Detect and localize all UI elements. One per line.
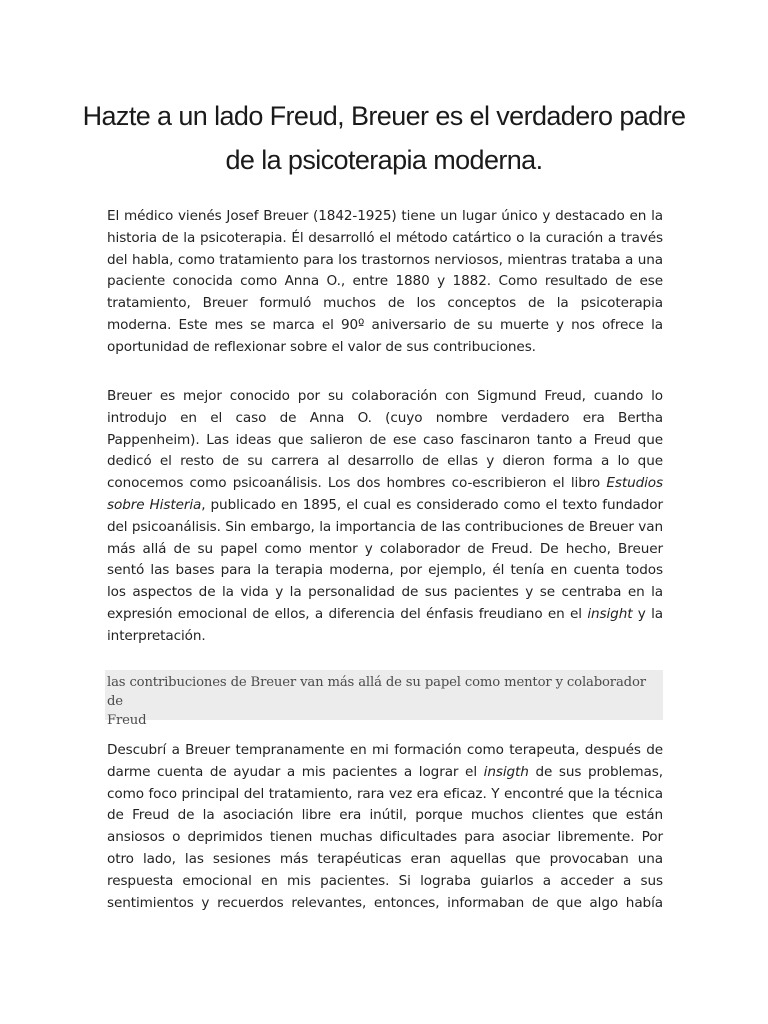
title-line-2: de la psicoterapia moderna. (225, 145, 543, 175)
book-title-italic: sobre Histeria (107, 496, 202, 513)
italic-term: insigth (483, 763, 529, 780)
text-line: del psicoanálisis. Sin embargo, la importancia de las contribuciones de Breuer van (107, 518, 663, 535)
text-line: otro lado, las sesiones más terapéuticas eran aquellas que provocaban una (107, 850, 663, 867)
text-line: ansiosos o deprimidos tienen muchas dificultades para asociar libremente. Por (107, 829, 663, 846)
paragraph-3 (107, 740, 663, 914)
text-line: como foco principal del tratamiento, rara vez era eficaz. Y encontré que la técnica (107, 785, 663, 802)
text-line (107, 762, 663, 784)
text-line: sentó las bases para la terapia moderna, por ejemplo, él tenía en cuenta todos (107, 562, 663, 579)
text-line: historia de la psicoterapia. Él desarrolló el método catártico o la curación a través (107, 229, 663, 246)
text-line: tratamiento, Breuer formuló muchos de los conceptos de la psicoterapia (107, 295, 663, 312)
title-line-1: Hazte a un lado Freud, Breuer es el verdadero padre (82, 101, 686, 131)
text-segment: conocemos como psicoanálisis. Los dos hombres co-escribieron el libro (107, 475, 607, 492)
text-segment: de sus problemas, (528, 763, 663, 780)
text-line: más allá de su papel como mentor y colaborador de Freud. De hecho, Breuer (107, 540, 663, 557)
book-title-italic: Estudios (606, 475, 663, 492)
pull-quote (105, 670, 663, 728)
text-line: paciente conocida como Anna O., entre 1880 y 1882. Como resultado de ese (107, 273, 663, 290)
text-segment: y la (632, 605, 664, 622)
text-segment: expresión emocional de ellos, a diferencia del énfasis freudiano en el (107, 605, 588, 622)
paragraph-1 (107, 206, 663, 359)
text-segment: darme cuenta de ayudar a mis pacientes a lograr el (107, 763, 484, 780)
pull-quote-line-2: Freud (107, 713, 147, 728)
text-line: oportunidad de reflexionar sobre el valor de sus contribuciones. (107, 338, 536, 355)
text-line: del habla, como tratamiento para los trastornos nerviosos, mientras trataba a una (107, 251, 663, 268)
text-line: los aspectos de la vida y la personalidad de sus pacientes y se centraba en la (107, 584, 663, 601)
italic-term: insight (587, 605, 633, 622)
text-line: Breuer es mejor conocido por su colaboración con Sigmund Freud, cuando lo (107, 388, 663, 404)
pull-quote-line-1: las contribuciones de Breuer van más allá de su papel como mentor y colaborador de (107, 675, 646, 709)
text-line: sentimientos y recuerdos relevantes, entonces, informaban de que algo había (107, 894, 663, 911)
text-line (107, 473, 663, 495)
text-line: interpretación. (107, 627, 206, 644)
text-line: moderna. Este mes se marca el 90º aniversario de su muerte y nos ofrece la (107, 316, 663, 333)
text-line: Descubrí a Breuer tempranamente en mi formación como terapeuta, después de (107, 742, 663, 758)
paragraph-2 (107, 386, 663, 648)
text-line: introdujo en el caso de Anna O. (cuyo nombre verdadero era Bertha (107, 409, 663, 426)
article-title (60, 94, 708, 182)
text-line (107, 604, 663, 626)
text-line (107, 495, 663, 517)
text-line: respuesta emocional en mis pacientes. Si lograba guiarlos a acceder a sus (107, 872, 663, 889)
text-line: Pappenheim). Las ideas que salieron de ese caso fascinaron tanto a Freud que (107, 431, 663, 448)
text-line: dedicó el resto de su carrera al desarrollo de ellas y dieron forma a lo que (107, 453, 663, 470)
text-line: de Freud de la asociación libre era inútil, porque muchos clientes que están (107, 807, 663, 824)
text-line: El médico vienés Josef Breuer (1842-1925) tiene un lugar único y destacado en la (107, 208, 663, 224)
text-segment: , publicado en 1895, el cual es considerado como el texto fundador (201, 496, 663, 513)
